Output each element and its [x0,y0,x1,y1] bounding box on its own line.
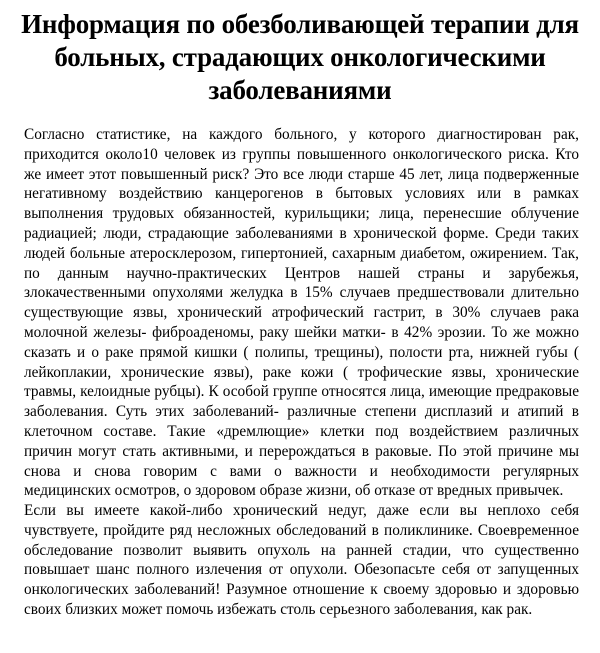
page-title: Информация по обезболивающей терапии для больных, страдающих онкологическими заболеваниями [21,9,579,105]
paragraph-risk-groups: Согласно статистике, на каждого больного, у которого диагностирован рак, приходится около10 человек из группы повышенного онкологического риска. Кто же имеет этот повышенный риск? Это все люди старше 45 лет, лица подверженные негативному воздействию канцерогенов в бытовых условиях или в рамках выполнения трудовых обязанностей, курильщики; лица, перенесшие облучение радиацией; люди, страдающие заболеваниями в хронической форме. Среди таких людей больные атеросклерозом, гипертонией, сахарным диабетом, ожирением. Так, по данным научно-практических Центров нашей страны и зарубежья, злокачественными опухолями желудка в 15% случаев предшествовали длительно существующие язвы, хронический атрофический гастрит, в 30% случаев рака молочной железы- фиброаденомы, раку шейки матки- в 42% эрозии. То же можно сказать и о раке прямой кишки ( полипы, трещины), полости рта, нижней губы ( лейкоплакии, хронические язвы), раке кожи ( трофические язвы, хронические травмы, келоидные рубцы). К особой группе относятся лица, имеющие предраковые заболевания. Суть этих заболеваний- различные степени дисплазий и атипий в клеточном составе. Такие «дремлющие» клетки под воздействием различных причин могут стать активными, и перерождаться в раковые. По этой причине мы снова и снова говорим с вами о важности и необходимости регулярных медицинских осмотров, о здоровом образе жизни, об отказе от вредных привычек. [24,126,579,500]
paragraph-screening-advice: Если вы имеете какой-либо хронический недуг, даже если вы неплохо себя чувствуете, пройдите ряд несложных обследований в поликлинике. Своевременное обследование позволит выявить опухоль на ранней стадии, что существенно повышает шанс полного излечения от опухоли. Обезопасьте себя от запущенных онкологических заболеваний! Разумное отношение к своему здоровью и здоровью своих близких может помочь избежать столь серьезного заболевания, как рак. [24,502,579,618]
